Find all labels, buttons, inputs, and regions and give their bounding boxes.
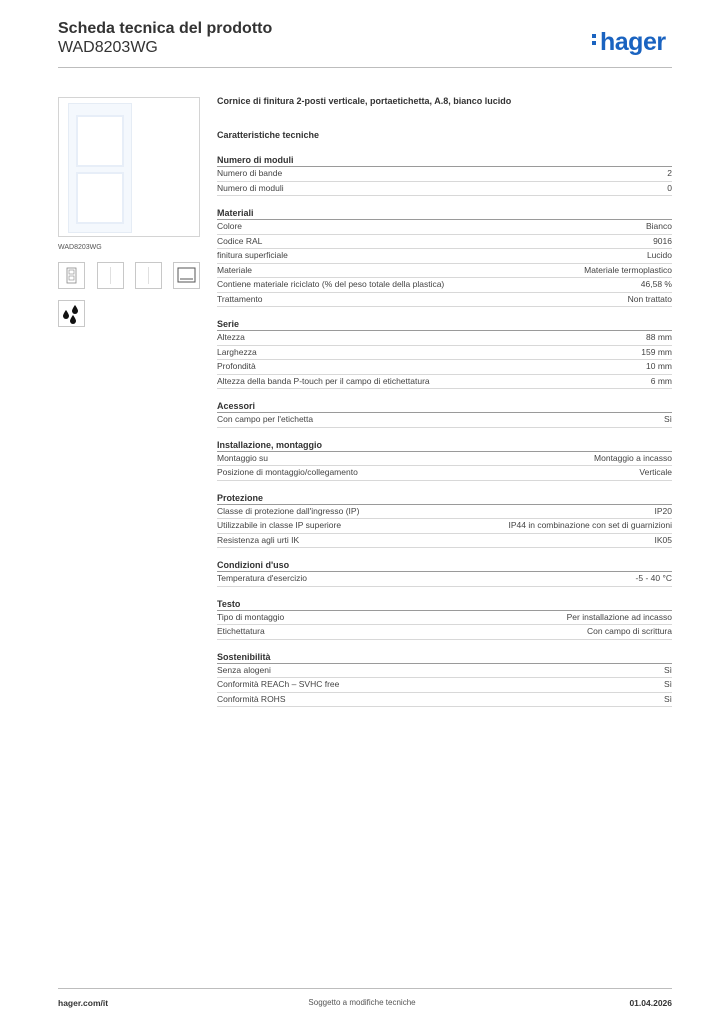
row-value: IK05: [654, 534, 672, 545]
narrow-frame-icon[interactable]: [135, 262, 162, 289]
frame-plate: [68, 103, 132, 233]
row-label: Temperatura d'esercizio: [217, 573, 307, 583]
table-row: [217, 534, 672, 549]
page-title: Scheda tecnica del prodotto: [58, 20, 273, 37]
section-accessori: [217, 400, 672, 428]
footer-notice: Soggetto a modifiche tecniche: [308, 998, 416, 1007]
frame-opening-bottom: [76, 172, 124, 224]
row-label: Con campo per l'etichetta: [217, 414, 314, 424]
row-value: 10 mm: [646, 361, 672, 371]
table-row: [217, 611, 672, 626]
product-code: WAD8203WG: [58, 39, 158, 56]
row-label: Tipo di montaggio: [217, 611, 285, 622]
section-condizioni: [217, 559, 672, 587]
row-label: Resistenza agli urti IK: [217, 534, 300, 545]
table-row: [217, 505, 672, 520]
row-label: Conformità REACh – SVHC free: [217, 679, 340, 689]
footer-website-link[interactable]: hager.com/it: [58, 998, 109, 1008]
row-value: Bianco: [646, 221, 672, 231]
row-value: 46,58 %: [640, 279, 672, 289]
row-label: Numero di bande: [217, 168, 283, 178]
row-label: finitura superficiale: [217, 250, 288, 260]
row-value: Lucido: [646, 250, 672, 260]
row-label: Classe di protezione dall'ingresso (IP): [217, 505, 360, 516]
footer-date: 01.04.2026: [629, 998, 672, 1008]
section-title: Condizioni d'uso: [217, 559, 672, 572]
table-row: [217, 331, 672, 346]
blank-frame-icon[interactable]: [97, 262, 124, 289]
row-label: Montaggio su: [217, 452, 269, 463]
row-label: Senza alogeni: [217, 664, 271, 675]
row-value: 88 mm: [646, 332, 672, 342]
table-row: [217, 346, 672, 361]
logo-dots-icon: [592, 31, 598, 48]
section-protezione: [217, 492, 672, 549]
table-row: [217, 625, 672, 640]
row-value: 159 mm: [641, 346, 672, 357]
product-description: Cornice di finitura 2-posti verticale, portaetichetta, A.8, bianco lucido: [217, 96, 512, 106]
row-label: Larghezza: [217, 346, 257, 357]
row-label: Conformità ROHS: [217, 693, 286, 704]
section-sostenibilita: [217, 651, 672, 708]
row-label: Utilizzabile in classe IP superiore: [217, 520, 342, 530]
row-value: Non trattato: [627, 293, 672, 304]
row-value: Verticale: [639, 467, 672, 477]
table-row: [217, 293, 672, 308]
table-row: [217, 249, 672, 264]
row-value: Sì: [663, 664, 672, 675]
row-label: Etichettatura: [217, 626, 265, 636]
brand-logo: [592, 28, 666, 57]
section-installazione: [217, 439, 672, 481]
row-label: Altezza: [217, 332, 245, 342]
table-row: [217, 664, 672, 679]
row-label: Trattamento: [217, 293, 263, 304]
section-title: Materiali: [217, 207, 672, 220]
table-row: [217, 519, 672, 534]
row-value: Con campo di scrittura: [586, 626, 672, 636]
section-materiali: [217, 207, 672, 307]
table-row: [217, 413, 672, 428]
row-label: Colore: [217, 221, 243, 231]
section-title: Testo: [217, 598, 672, 611]
table-row: [217, 360, 672, 375]
section-moduli: [217, 154, 672, 196]
table-row: [217, 235, 672, 250]
row-value: Per installazione ad incasso: [566, 611, 672, 622]
row-value: 2: [667, 168, 672, 178]
section-testo: [217, 598, 672, 640]
table-row: [217, 167, 672, 182]
section-serie: [217, 318, 672, 389]
product-image: [58, 97, 200, 237]
specs-table: [217, 154, 672, 718]
row-value: Sì: [663, 679, 672, 689]
header-divider: [58, 67, 672, 68]
table-row: [217, 264, 672, 279]
monitor-frame-icon[interactable]: [173, 262, 200, 289]
section-title: Numero di moduli: [217, 154, 672, 167]
row-label: Materiale: [217, 264, 252, 275]
section-title: Protezione: [217, 492, 672, 505]
section-title: Installazione, montaggio: [217, 439, 672, 452]
footer-divider: [58, 988, 672, 989]
row-label: Codice RAL: [217, 235, 263, 246]
row-label: Numero di moduli: [217, 182, 284, 193]
row-label: Altezza della banda P-touch per il campo di etichettatura: [217, 375, 430, 386]
row-value: IP44 in combinazione con set di guarnizioni: [508, 520, 672, 530]
row-label: Posizione di montaggio/collegamento: [217, 467, 358, 477]
table-row: [217, 278, 672, 293]
specs-heading: Caratteristiche tecniche: [217, 130, 320, 140]
section-title: Serie: [217, 318, 672, 331]
row-value: 0: [667, 182, 672, 193]
table-row: [217, 375, 672, 390]
product-image-caption: WAD8203WG: [58, 244, 102, 251]
row-value: 6 mm: [650, 375, 672, 386]
row-value: Sì: [663, 693, 672, 704]
row-value: Montaggio a incasso: [594, 452, 672, 463]
row-value: Sì: [663, 414, 672, 424]
row-label: Profondità: [217, 361, 256, 371]
table-row: [217, 182, 672, 197]
row-value: -5 - 40 °C: [635, 573, 672, 583]
row-value: Materiale termoplastico: [584, 264, 672, 275]
table-row: [217, 466, 672, 481]
brand-name: hager: [600, 28, 666, 56]
switch-icon[interactable]: [58, 262, 85, 289]
row-label: Contiene materiale riciclato (% del peso totale della plastica): [217, 279, 445, 289]
section-title: Acessori: [217, 400, 672, 413]
table-row: [217, 452, 672, 467]
table-row: [217, 678, 672, 693]
row-value: 9016: [653, 235, 672, 246]
table-row: [217, 693, 672, 708]
row-value: IP20: [654, 505, 672, 516]
table-row: [217, 572, 672, 587]
table-row: [217, 220, 672, 235]
frame-opening-top: [76, 115, 124, 167]
water-drops-icon: [58, 300, 85, 327]
section-title: Sostenibilità: [217, 651, 672, 664]
